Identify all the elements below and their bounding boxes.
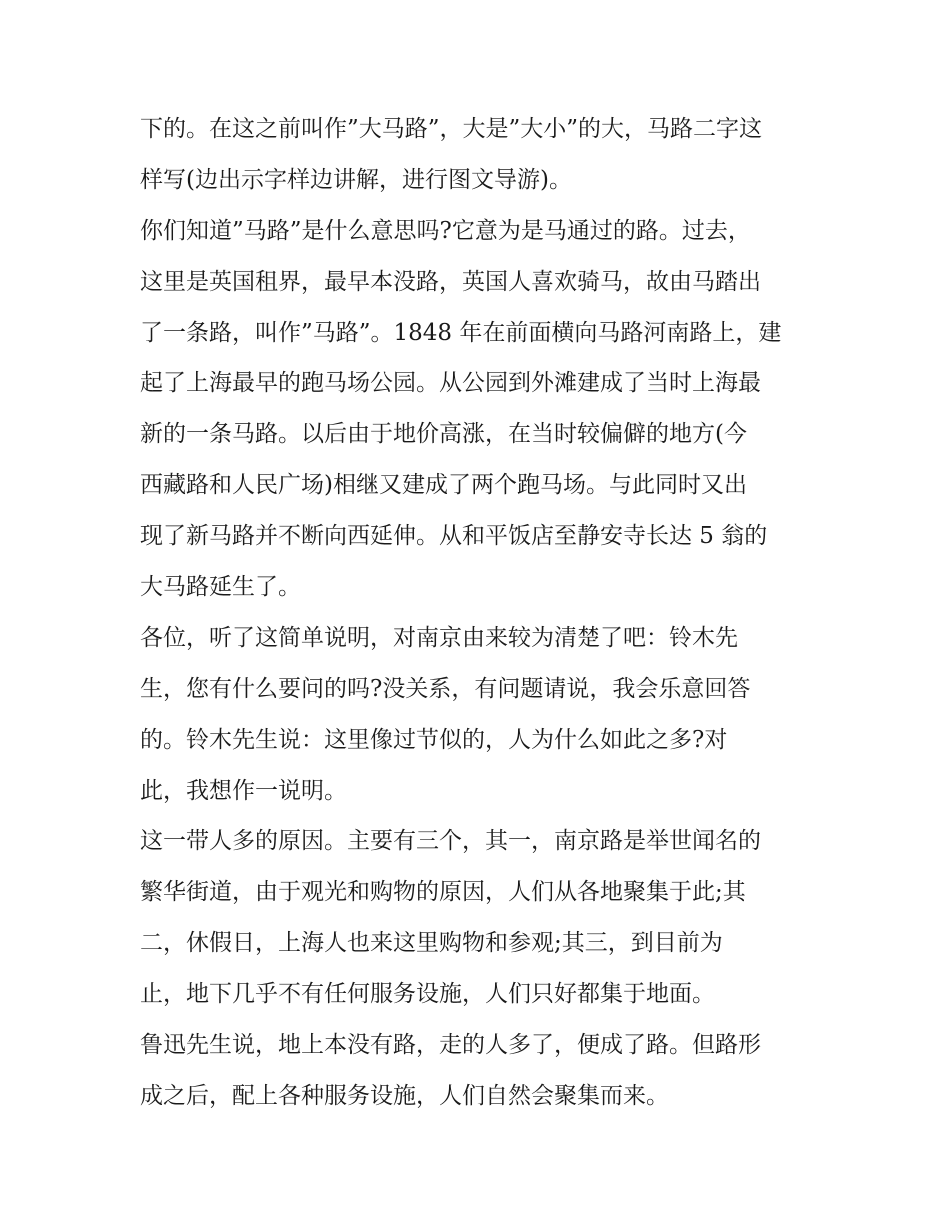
text-line: 生，您有什么要问的吗?没关系，有问题请说，我会乐意回答: [140, 675, 751, 702]
text-line: 各位，听了这简单说明，对南京由来较为清楚了吧：铃木先: [140, 624, 738, 651]
text-line: 现了新马路并不断向西延伸。从和平饭店至静安寺长达 5 翁的: [140, 523, 768, 550]
text-line: 大马路延生了。: [140, 574, 301, 601]
text-line: 你们知道”马路”是什么意思吗?它意为是马通过的路。过去，: [140, 217, 751, 244]
text-line: 鲁迅先生说，地上本没有路，走的人多了，便成了路。但路形: [140, 1032, 761, 1059]
text-line: 样写(边出示字样边讲解，进行图文导游)。: [140, 166, 572, 193]
text-line: 西藏路和人民广场)相继又建成了两个跑马场。与此同时又出: [140, 472, 747, 499]
text-line: 繁华街道，由于观光和购物的原因，人们从各地聚集于此;其: [140, 879, 746, 906]
text-line: 新的一条马路。以后由于地价高涨，在当时较偏僻的地方(今: [140, 421, 747, 448]
text-line: 成之后，配上各种服务设施，人们自然会聚集而来。: [140, 1082, 669, 1109]
text-line: 二，休假日，上海人也来这里购物和参观;其三，到目前为: [140, 930, 723, 957]
body-text: [140, 104, 830, 1122]
text-line: 起了上海最早的跑马场公园。从公园到外滩建成了当时上海最: [140, 370, 761, 397]
text-line: 下的。在这之前叫作”大马路”，大是”大小”的大，马路二字这: [140, 116, 763, 142]
text-line: 止，地下几乎不有任何服务设施，人们只好都集于地面。: [140, 981, 715, 1008]
text-line: 此，我想作一说明。: [140, 777, 347, 804]
text-line: 的。铃木先生说：这里像过节似的，人为什么如此之多?对: [140, 726, 728, 753]
text-line: 这里是英国租界，最早本没路，英国人喜欢骑马，故由马踏出: [140, 268, 761, 295]
text-line: 了一条路，叫作”马路”。1848 年在前面横向马路河南路上，建: [140, 319, 782, 346]
text-line: 这一带人多的原因。主要有三个，其一，南京路是举世闻名的: [140, 828, 761, 855]
